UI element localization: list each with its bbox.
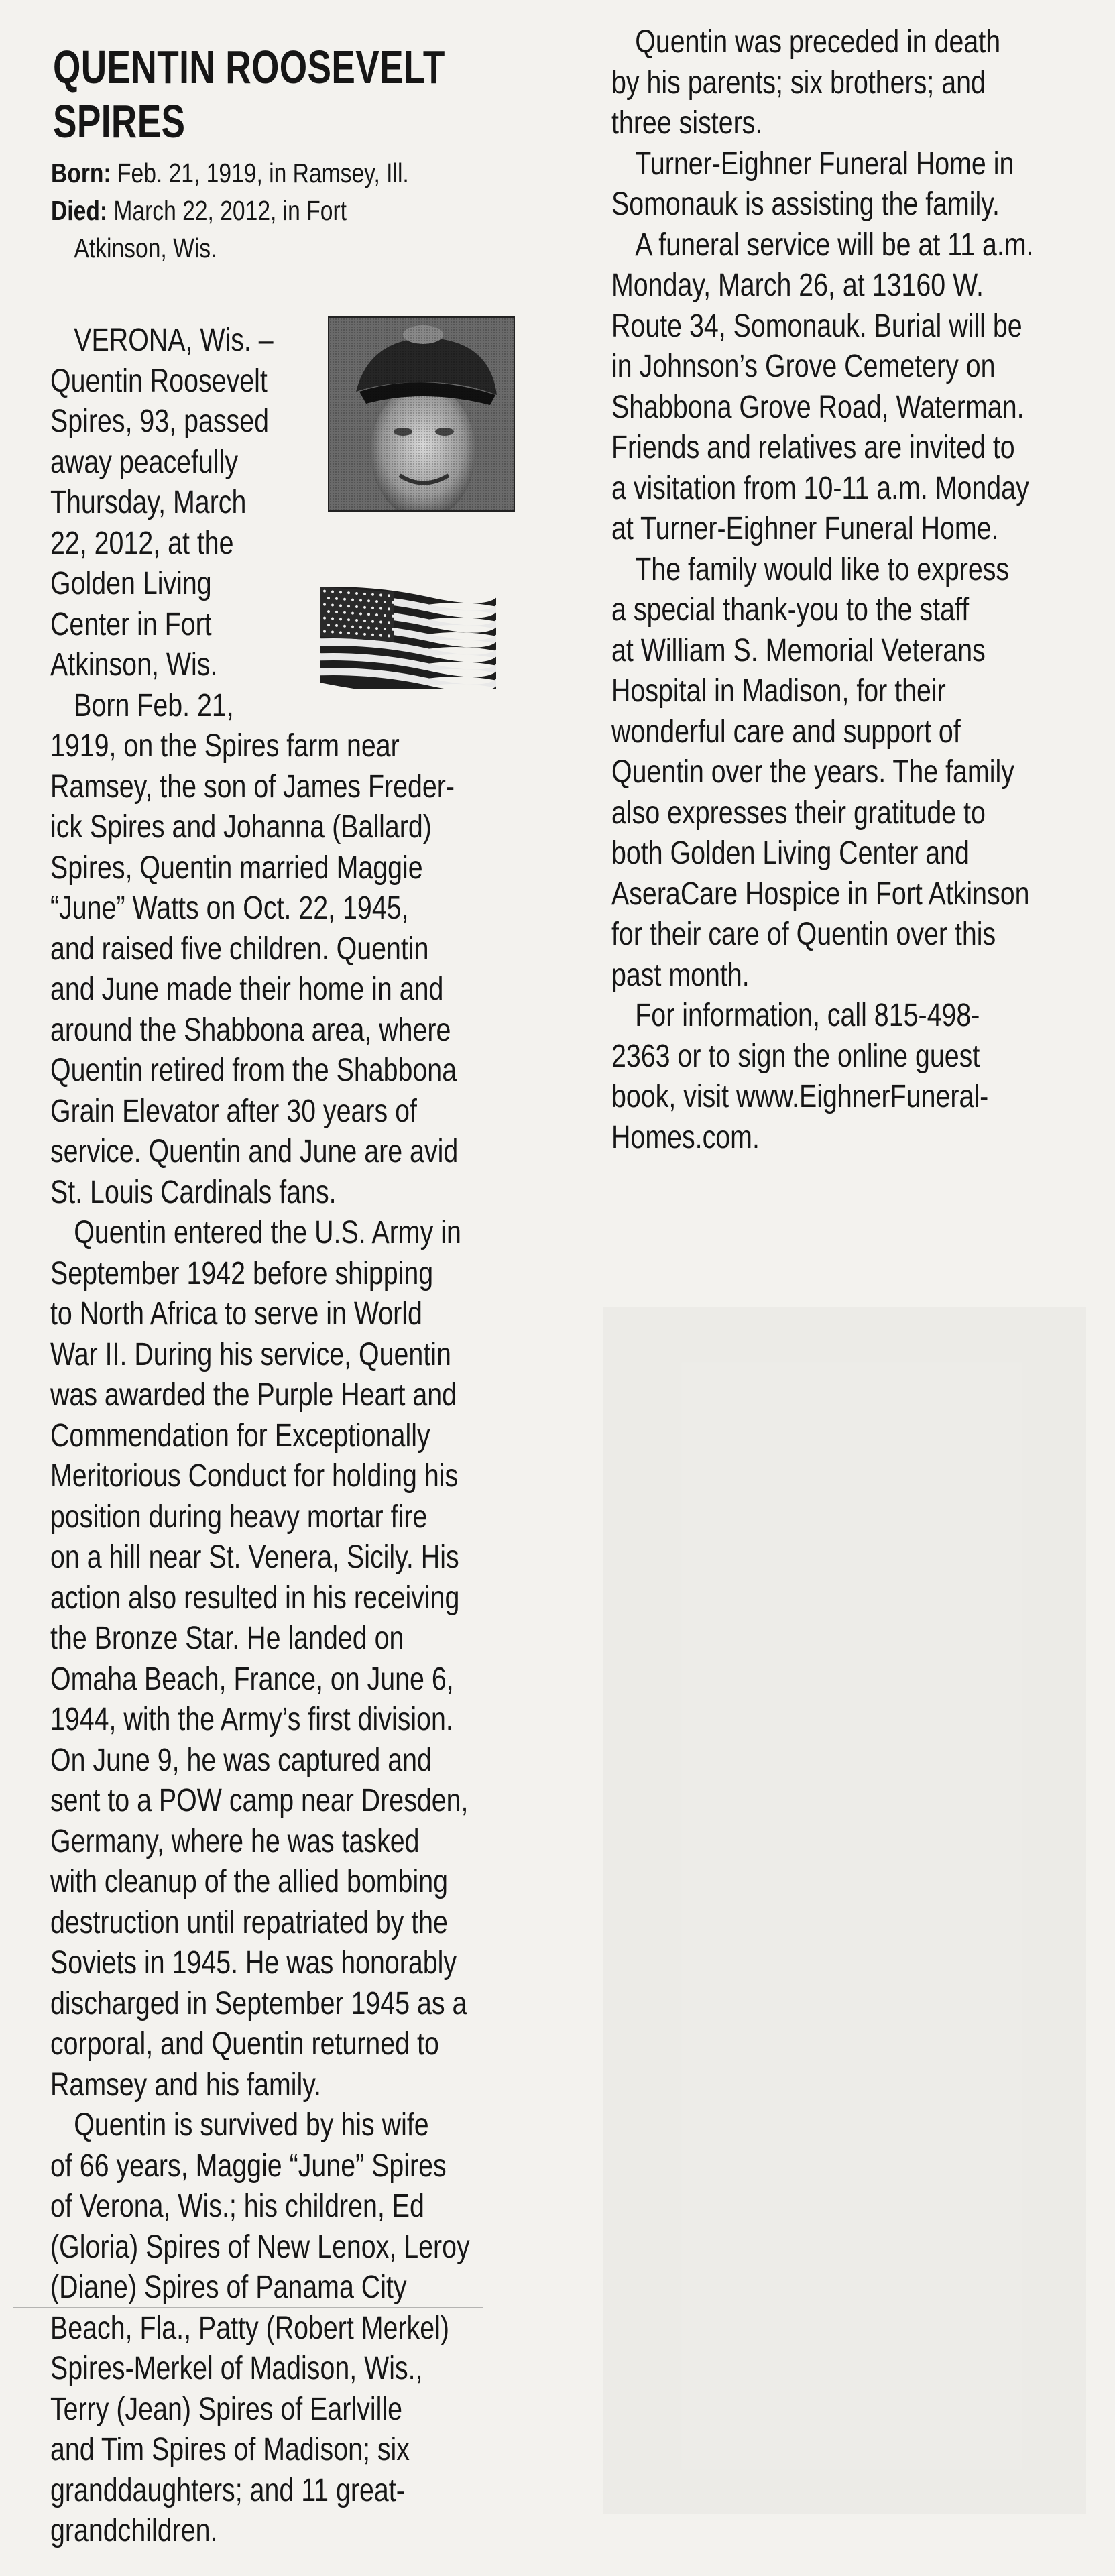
text-line: and Tim Spires of Madison; six [50, 2432, 410, 2467]
text-line: Route 34, Somonauk. Burial will be [611, 308, 1022, 344]
text-line: Somonauk is assisting the family. [611, 186, 1000, 222]
text-line: past month. [611, 957, 750, 993]
text-line: VERONA, Wis. – [74, 323, 274, 358]
text-line: Shabbona Grove Road, Waterman. [611, 389, 1024, 425]
text-line: and June made their home in and [50, 972, 444, 1007]
text-line: St. Louis Cardinals fans. [50, 1174, 337, 1210]
text-line: sent to a POW camp near Dresden, [50, 1783, 469, 1818]
text-line: of 66 years, Maggie “June” Spires [50, 2148, 447, 2184]
text-line: A funeral service will be at 11 a.m. [635, 227, 1034, 263]
text-line: (Gloria) Spires of New Lenox, Leroy [50, 2229, 470, 2265]
died-value-cont: Atkinson, Wis. [74, 233, 217, 264]
text-line: a visitation from 10-11 a.m. Monday [611, 470, 1029, 506]
text-line: service. Quentin and June are avid [50, 1134, 459, 1169]
text-line: Quentin over the years. The family [611, 754, 1014, 790]
text-line: position during heavy mortar fire [50, 1499, 428, 1535]
text-line: three sisters. [611, 105, 763, 141]
text-line: War II. During his service, Quentin [50, 1336, 451, 1372]
text-line: Quentin was preceded in death [635, 24, 1001, 60]
text-line: the Bronze Star. He landed on [50, 1621, 404, 1656]
text-line: destruction until repatriated by the [50, 1904, 448, 1940]
bleed-through-area [603, 1307, 1086, 2514]
text-line: for their care of Quentin over this [611, 917, 996, 952]
name-line-1: QUENTIN ROOSEVELT [53, 41, 445, 93]
text-line: Atkinson, Wis. [50, 647, 218, 683]
text-line: was awarded the Purple Heart and [50, 1377, 457, 1413]
text-line: Soviets in 1945. He was honorably [50, 1945, 457, 1981]
text-line: corporal, and Quentin returned to [50, 2026, 439, 2062]
text-line: Center in Fort [50, 606, 212, 642]
text-line: AseraCare Hospice in Fort Atkinson [611, 876, 1030, 912]
text-line: discharged in September 1945 as a [50, 1985, 467, 2022]
right-column-text [611, 22, 1034, 1158]
text-line: wonderful care and support of [611, 713, 961, 750]
text-line: both Golden Living Center and [611, 835, 970, 871]
vital-dates [51, 154, 409, 267]
left-column-text [50, 320, 470, 2552]
text-line: 22, 2012, at the [50, 525, 234, 561]
text-line: Quentin Roosevelt [50, 363, 268, 399]
born-line [51, 154, 409, 192]
text-line: Quentin entered the U.S. Army in [74, 1215, 461, 1250]
text-line: at Turner-Eighner Funeral Home. [611, 511, 999, 546]
text-line: The family would like to express [635, 551, 1010, 587]
obituary-name-heading [53, 40, 445, 149]
text-line: book, visit www.EighnerFuneral- [611, 1079, 989, 1114]
died-label: Died: [51, 195, 108, 226]
text-line: in Johnson’s Grove Cemetery on [611, 349, 996, 384]
text-line: Meritorious Conduct for holding his [50, 1458, 459, 1494]
text-line: Grain Elevator after 30 years of [50, 1093, 417, 1129]
text-line: of Verona, Wis.; his children, Ed [50, 2188, 424, 2224]
text-line: Monday, March 26, at 13160 W. [611, 268, 984, 303]
born-value: Feb. 21, 1919, in Ramsey, Ill. [117, 158, 409, 188]
died-line [51, 192, 409, 229]
text-line: Quentin retired from the Shabbona [50, 1053, 457, 1088]
text-line: (Diane) Spires of Panama City [50, 2270, 407, 2305]
died-value: March 22, 2012, in Fort [113, 195, 347, 226]
text-line: Golden Living [50, 566, 212, 601]
text-line: Commendation for Exceptionally [50, 1417, 430, 1454]
text-line: grandchildren. [50, 2513, 218, 2549]
text-line: Ramsey and his family. [50, 2066, 321, 2103]
text-line: Thursday, March [50, 485, 247, 520]
text-line: by his parents; six brothers; and [611, 64, 986, 101]
text-line: 1944, with the Army’s first division. [50, 1702, 453, 1737]
text-line: On June 9, he was captured and [50, 1742, 432, 1778]
name-line-2: SPIRES [53, 95, 186, 148]
text-line: at William S. Memorial Veterans [611, 632, 986, 668]
text-line: Friends and relatives are invited to [611, 430, 1015, 465]
text-line: Terry (Jean) Spires of Earlville [50, 2391, 402, 2427]
text-line: Turner-Eighner Funeral Home in [635, 145, 1014, 182]
text-line: Germany, where he was tasked [50, 1823, 420, 1859]
text-line: Spires, 93, passed [50, 404, 270, 439]
text-line: around the Shabbona area, where [50, 1012, 451, 1048]
text-line: on a hill near St. Venera, Sicily. His [50, 1539, 459, 1575]
text-line: granddaughters; and 11 great- [50, 2472, 405, 2508]
text-line: Hospital in Madison, for their [611, 673, 946, 709]
text-line: Born Feb. 21, [74, 687, 234, 723]
text-line: “June” Watts on Oct. 22, 1945, [50, 890, 409, 926]
text-line: For information, call 815-498- [635, 998, 980, 1033]
text-line: also expresses their gratitude to [611, 795, 986, 831]
text-line: ick Spires and Johanna (Ballard) [50, 809, 432, 845]
text-line: September 1942 before shipping [50, 1255, 434, 1291]
text-line: Beach, Fla., Patty (Robert Merkel) [50, 2310, 449, 2346]
text-line: Omaha Beach, France, on June 6, [50, 1661, 454, 1697]
text-line: with cleanup of the allied bombing [50, 1864, 448, 1899]
born-label: Born: [51, 158, 111, 188]
text-line: Ramsey, the son of James Freder- [50, 768, 455, 805]
text-line: action also resulted in his receiving [50, 1580, 460, 1616]
text-line: Quentin is survived by his wife [74, 2107, 429, 2143]
text-line: Homes.com. [611, 1119, 760, 1155]
text-line: Spires-Merkel of Madison, Wis., [50, 2351, 423, 2386]
text-line: 1919, on the Spires farm near [50, 728, 400, 764]
text-line: 2363 or to sign the online guest [611, 1038, 980, 1074]
text-line: away peacefully [50, 444, 239, 480]
text-line: Spires, Quentin married Maggie [50, 850, 423, 886]
text-line: a special thank-you to the staff [611, 592, 970, 628]
text-line: and raised five children. Quentin [50, 931, 429, 967]
text-line: to North Africa to serve in World [50, 1296, 422, 1332]
